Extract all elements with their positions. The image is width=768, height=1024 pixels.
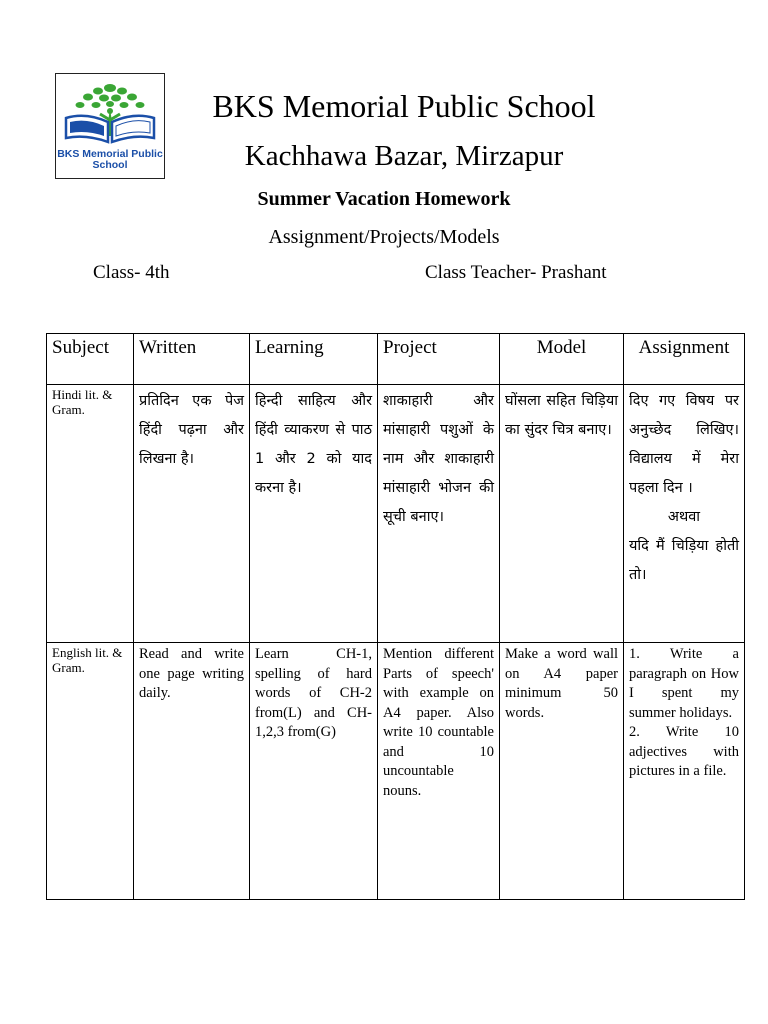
assignment-topic-2: यदि मैं चिड़िया होती तो। (629, 538, 739, 583)
column-header-assignment: Assignment (624, 334, 745, 385)
model-cell: घोंसला सहित चिड़िया का सुंदर चित्र बनाए। (500, 385, 624, 643)
column-header-written: Written (134, 334, 250, 385)
assignment-item-2: 2. Write 10 adjectives with pictures in a file. (629, 724, 739, 779)
logo-text: BKS Memorial Public School (57, 148, 163, 171)
model-cell: Make a word wall on A4 paper minimum 50 words. (500, 643, 624, 900)
written-cell: प्रतिदिन एक पेज हिंदी पढ़ना और लिखना है। (134, 385, 250, 643)
subject-cell: English lit. & Gram. (47, 643, 134, 900)
table-row (47, 385, 745, 643)
learning-cell: Learn CH-1, spelling of hard words of CH-2 from(L) and CH-1,2,3 from(G) (250, 643, 378, 900)
homework-table (46, 333, 745, 900)
assignment-cell (624, 385, 745, 643)
assignment-cell (624, 643, 745, 900)
document-subtitle: Assignment/Projects/Models (268, 226, 500, 248)
column-header-project: Project (378, 334, 500, 385)
document-title: Summer Vacation Homework (257, 188, 511, 210)
project-cell: शाकाहारी और मांसाहारी पशुओं के नाम और शाकाहारी मांसाहारी भोजन की सूची बनाए। (378, 385, 500, 643)
column-header-model: Model (500, 334, 624, 385)
column-header-learning: Learning (250, 334, 378, 385)
table-header-row (47, 334, 745, 385)
subject-cell: Hindi lit. & Gram. (47, 385, 134, 643)
assignment-item-1: 1. Write a paragraph on How I spent my summer holidays. (629, 646, 739, 721)
column-header-subject: Subject (47, 334, 134, 385)
project-cell: Mention different Parts of speech' with example on A4 paper. Also write 10 countable and 10 uncountable nouns. (378, 643, 500, 900)
class-teacher-label: Class Teacher- Prashant (425, 262, 607, 283)
learning-cell: हिन्दी साहित्य और हिंदी व्याकरण से पाठ 1 और 2 को याद करना है। (250, 385, 378, 643)
assignment-or: अथवा (667, 509, 701, 525)
school-address: Kachhawa Bazar, Mirzapur (244, 140, 564, 172)
table-row (47, 643, 745, 900)
class-label: Class- 4th (93, 262, 170, 283)
school-name: BKS Memorial Public School (212, 88, 596, 124)
assignment-topic-1: दिए गए विषय पर अनुच्छेद लिखिए। विद्यालय में मेरा पहला दिन । (629, 393, 739, 496)
written-cell: Read and write one page writing daily. (134, 643, 250, 900)
